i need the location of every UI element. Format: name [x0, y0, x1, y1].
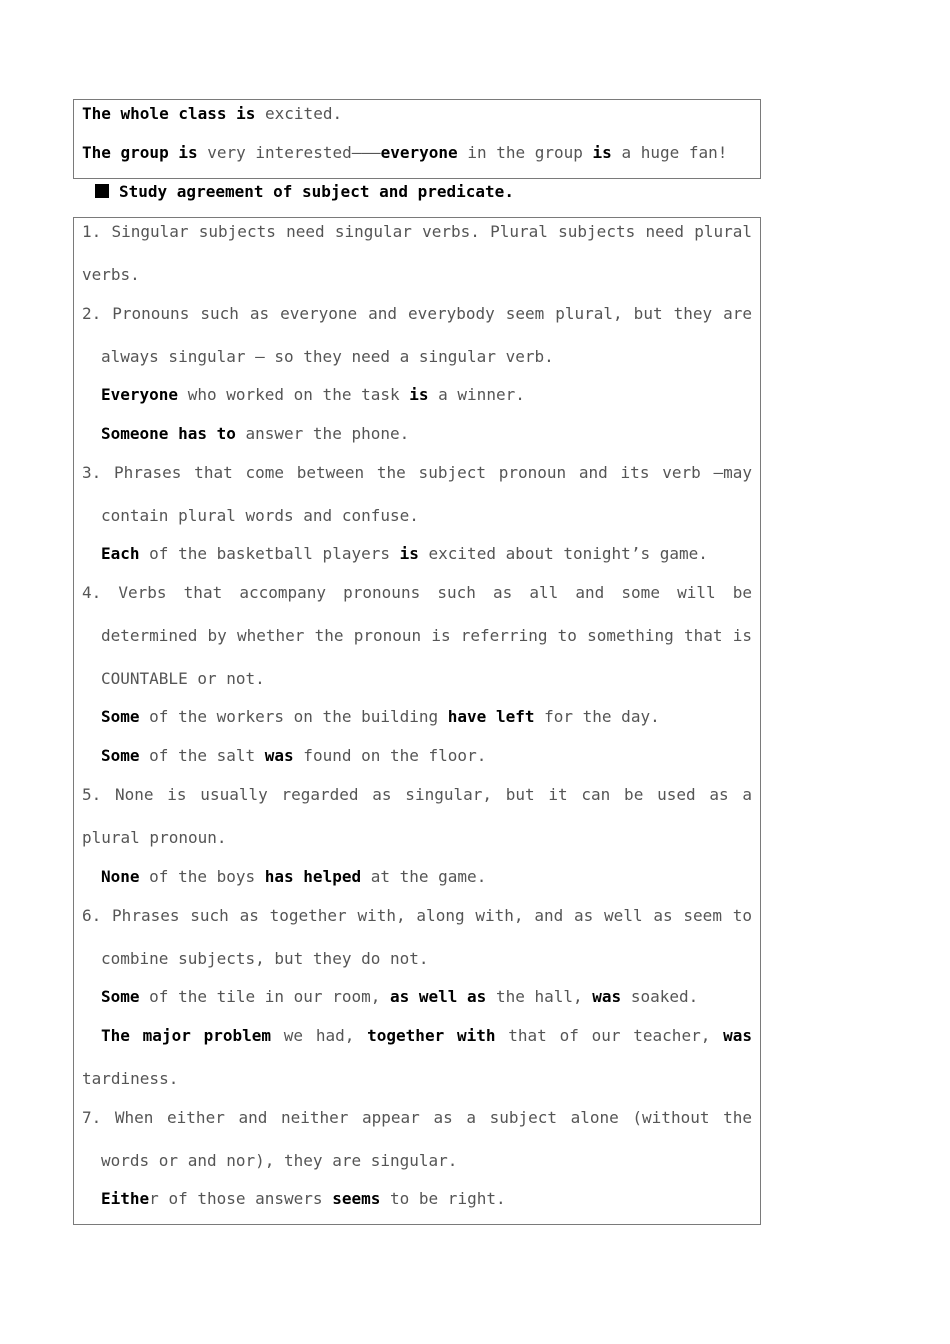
black-square-bullet-icon: [95, 184, 109, 198]
rule-2-line-2: always singular — so they need a singular verb.: [101, 347, 554, 366]
rule-5-line-1: 5. None is usually regarded as singular, but it can be used as a: [82, 785, 752, 804]
rule-4-line-3: COUNTABLE or not.: [101, 669, 265, 688]
rule-7-line-2: words or and nor), they are singular.: [101, 1151, 458, 1170]
rule-7-line-1: 7. When either and neither appear as a subject alone (without the: [82, 1108, 752, 1127]
example-either: Either of those answers seems to be right.: [101, 1189, 506, 1208]
rule-6-line-2: combine subjects, but they do not.: [101, 949, 429, 968]
example-each: Each of the basketball players is excited about tonight’s game.: [101, 544, 708, 563]
example-someone: Someone has to answer the phone.: [101, 424, 410, 443]
rule-3-line-1: 3. Phrases that come between the subject pronoun and its verb —may: [82, 463, 752, 482]
example-group: The group is very interested———everyone in the group is a huge fan!: [82, 143, 728, 162]
example-major-problem-cont: tardiness.: [82, 1069, 179, 1088]
rule-1-line-1: 1. Singular subjects need singular verbs. Plural subjects need plural: [82, 222, 752, 241]
example-some-tile: Some of the tile in our room, as well as the hall, was soaked.: [101, 987, 699, 1006]
example-everyone: Everyone who worked on the task is a winner.: [101, 385, 525, 404]
section-heading: Study agreement of subject and predicate.: [95, 182, 514, 202]
rule-3-line-2: contain plural words and confuse.: [101, 506, 419, 525]
rule-1-line-2: verbs.: [82, 265, 140, 284]
rule-4-line-1: 4. Verbs that accompany pronouns such as all and some will be: [82, 583, 752, 602]
example-none: None of the boys has helped at the game.: [101, 867, 487, 886]
rule-5-line-2: plural pronoun.: [82, 828, 227, 847]
example-major-problem: The major problem we had, together with that of our teacher, was: [101, 1026, 753, 1045]
rule-4-line-2: determined by whether the pronoun is referring to something that is: [101, 626, 752, 645]
rule-6-line-1: 6. Phrases such as together with, along with, and as well as seem to: [82, 906, 752, 925]
example-some-workers: Some of the workers on the building have left for the day.: [101, 707, 660, 726]
example-some-salt: Some of the salt was found on the floor.: [101, 746, 487, 765]
rule-2-line-1: 2. Pronouns such as everyone and everybody seem plural, but they are: [82, 304, 752, 323]
example-whole-class: The whole class is excited.: [82, 104, 343, 123]
